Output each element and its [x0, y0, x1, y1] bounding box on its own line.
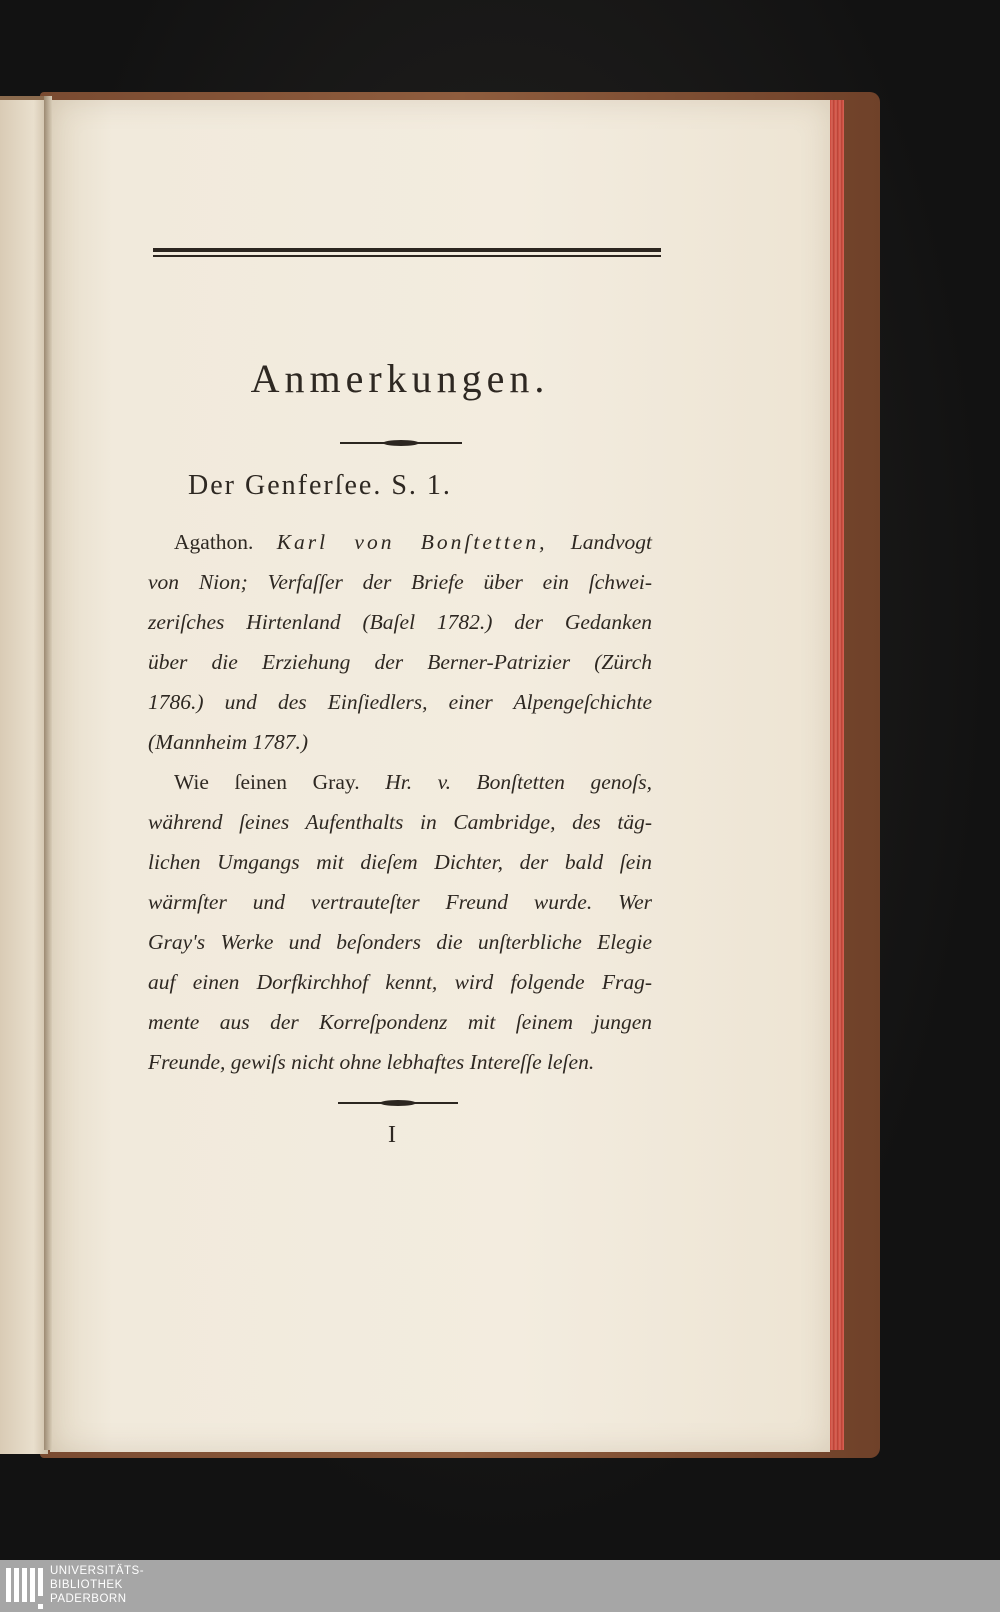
left-page-edge — [0, 96, 48, 1454]
paragraph-line: Freunde, gewiſs nicht ohne lebhaftes Intereſſe leſen. — [148, 1050, 595, 1074]
paragraph-line: mente aus der Korreſpondenz mit ſeinem jungen — [148, 1010, 652, 1034]
paragraph-text: Landvogt — [570, 530, 652, 554]
paragraph-line: auf einen Dorfkirchhof kennt, wird folgende Frag- — [148, 970, 652, 994]
paragraph-line: zeriſches Hirtenland (Baſel 1782.) der Gedanken — [148, 610, 652, 634]
paragraph-line: von Nion; Verfaſſer der Briefe über ein ſchwei- — [148, 570, 652, 594]
paragraph-agathon — [148, 522, 652, 762]
library-name-line: BIBLIOTHEK — [50, 1579, 123, 1591]
heading-ornament-rule — [340, 440, 462, 446]
library-footer — [0, 1560, 1000, 1612]
ub-paderborn-logo-icon — [4, 1564, 44, 1608]
library-name — [50, 1564, 144, 1606]
paragraph-line — [148, 522, 652, 562]
paragraph-line — [148, 762, 652, 802]
book-gutter — [44, 96, 52, 1450]
top-double-rule — [153, 248, 661, 258]
paragraph-lead: Agathon. — [174, 530, 254, 554]
page-heading: Anmerkungen. — [250, 356, 550, 401]
paragraph-gray — [148, 762, 652, 1082]
paragraph-line: Gray's Werke und beſonders die unſterbliche Elegie — [148, 930, 652, 954]
paragraph-lead: Wie ſeinen Gray. — [174, 770, 360, 794]
library-name-line: PADERBORN — [50, 1593, 127, 1605]
paragraph-line: wärmſter und vertrauteſter Freund wurde. Wer — [148, 890, 652, 914]
library-name-line: UNIVERSITÄTS- — [50, 1565, 145, 1577]
person-name: Karl von Bonſtetten, — [276, 530, 548, 554]
paragraph-text: Hr. v. Bonſtetten genoſs, — [385, 770, 652, 794]
paragraph-line: lichen Umgangs mit dieſem Dichter, der bald ſein — [148, 850, 652, 874]
signature-mark: I — [388, 1122, 396, 1148]
closing-ornament-rule — [338, 1100, 458, 1106]
paragraph-line: über die Erziehung der Berner-Patrizier (Zürch — [148, 650, 652, 674]
section-title: Der Genferſee. S. 1. — [188, 470, 452, 501]
paragraph-line: 1786.) und des Einſiedlers, einer Alpengeſchichte — [148, 690, 652, 714]
paragraph-line: (Mannheim 1787.) — [148, 730, 309, 754]
paragraph-line: während ſeines Aufenthalts in Cambridge, des täg- — [148, 810, 652, 834]
